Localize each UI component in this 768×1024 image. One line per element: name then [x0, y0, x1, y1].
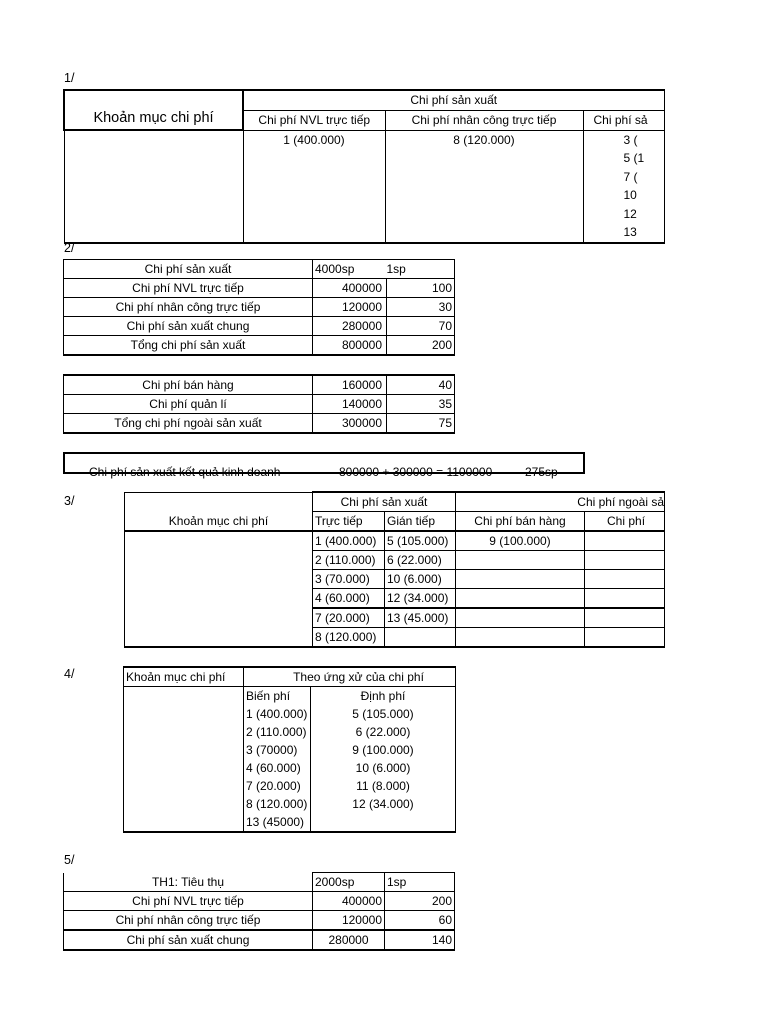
s1-sxc-cell [583, 130, 664, 243]
s4-col-dinh: Định phí [311, 687, 456, 706]
s3-ban-cell [456, 551, 585, 570]
s5-row-unit: 140 [385, 930, 455, 950]
s5-head-label: TH1: Tiêu thụ [64, 873, 313, 892]
s2-t1-row-unit: 100 [387, 279, 455, 298]
s5-head-unit: 1sp [385, 873, 455, 892]
s2-t1-head-qty: 4000sp [313, 260, 387, 279]
s1-sxc-item: 12 [623, 206, 637, 221]
s2-t1-row-label: Chi phí nhân công trực tiếp [64, 298, 313, 317]
s3-truc-cell: 7 (20.000) [313, 608, 385, 628]
s1-sxc-item: 10 [623, 188, 637, 202]
s3-gian-cell: 10 (6.000) [385, 570, 456, 589]
s1-head-khoan: Khoản mục chi phí [64, 90, 243, 130]
s3-ql-cell [585, 551, 665, 570]
s3-gian-cell: 13 (45.000) [385, 608, 456, 628]
s3-truc-cell: 8 (120.000) [313, 628, 385, 648]
s2-kq-unit: 275sp [525, 465, 558, 479]
s4-body-khoan [124, 687, 244, 833]
s2-t2-row-label: Tổng chi phí ngoài sản xuất [64, 414, 313, 434]
section-3-label: 3/ [64, 494, 75, 508]
s5-row-total: 120000 [313, 911, 385, 931]
s1-head-cpsx: Chi phí sản xuất [243, 90, 664, 110]
s5-row-label: Chi phí nhân công trực tiếp [64, 911, 313, 931]
s3-ban-cell [456, 628, 585, 648]
s1-nvl-cell [243, 130, 385, 243]
s2-t1-head-unit: 1sp [387, 260, 455, 279]
s3-col-truc: Trực tiếp [313, 512, 385, 532]
section-5-table [63, 872, 455, 951]
s3-gian-cell: 12 (34.000) [385, 589, 456, 609]
s1-col-nvl: Chi phí NVL trực tiếp [243, 110, 385, 130]
s3-head-cpsx: Chi phí sản xuất [313, 492, 456, 512]
s3-head-khoan: Khoản mục chi phí [125, 492, 313, 531]
s2-t1-row-unit: 30 [387, 298, 455, 317]
s5-row-label: Chi phí sản xuất chung [64, 930, 313, 950]
s2-t2-row-label: Chi phí bán hàng [64, 375, 313, 395]
s3-ql-cell [585, 531, 665, 551]
s3-ql-cell [585, 589, 665, 609]
s4-bien-cell: 3 (70000) [244, 741, 311, 759]
s4-col-bien: Biến phí [244, 687, 311, 706]
s2-kq-label: Chi phí sản xuất kết quả kinh doanh [89, 465, 281, 479]
s4-bien-cell: 1 (400.000) [244, 705, 311, 723]
s4-bien-cell: 7 (20.000) [244, 777, 311, 795]
s2-t1-row-total: 120000 [313, 298, 387, 317]
s4-dinh-cell: 5 (105.000) [311, 705, 456, 723]
section-2-result-row [63, 452, 585, 479]
s4-dinh-cell [311, 813, 456, 832]
s1-nvl-item: 1 (400.000) [283, 132, 345, 147]
s4-bien-cell: 13 (45000) [244, 813, 311, 832]
s2-t2-row-total: 160000 [313, 375, 387, 395]
s3-ban-cell [456, 589, 585, 609]
s2-t2-row-total: 300000 [313, 414, 387, 434]
s3-truc-cell: 2 (110.000) [313, 551, 385, 570]
s1-body-khoan [64, 130, 243, 243]
s4-dinh-cell: 11 (8.000) [311, 777, 456, 795]
s5-row-total: 400000 [313, 892, 385, 911]
s2-t2-row-total: 140000 [313, 395, 387, 414]
s1-sxc-item: 3 ( [623, 132, 638, 147]
s4-dinh-cell: 6 (22.000) [311, 723, 456, 741]
s3-gian-cell: 5 (105.000) [385, 531, 456, 551]
s2-t2-row-unit: 35 [387, 395, 455, 414]
s2-t1-row-label: Chi phí sản xuất chung [64, 317, 313, 336]
s3-col-ban: Chi phí bán hàng [456, 512, 585, 532]
s4-bien-cell: 2 (110.000) [244, 723, 311, 741]
section-2-label: 2/ [64, 241, 75, 255]
s2-t1-row-label: Chi phí NVL trực tiếp [64, 279, 313, 298]
s3-ql-cell [585, 570, 665, 589]
section-4-table [123, 666, 456, 833]
section-2-table-1 [63, 259, 455, 356]
s2-t1-row-label: Tổng chi phí sản xuất [64, 336, 313, 356]
s3-gian-cell [385, 628, 456, 648]
s2-t1-row-unit: 70 [387, 317, 455, 336]
s3-gian-cell: 6 (22.000) [385, 551, 456, 570]
s1-col-nc: Chi phí nhân công trực tiếp [385, 110, 583, 130]
section-4-label: 4/ [64, 667, 75, 681]
s2-t2-row-label: Chi phí quản lí [64, 395, 313, 414]
s3-truc-cell: 4 (60.000) [313, 589, 385, 609]
s5-row-unit: 60 [385, 911, 455, 931]
s2-t1-row-total: 280000 [313, 317, 387, 336]
s2-t1-row-total: 400000 [313, 279, 387, 298]
s5-row-label: Chi phí NVL trực tiếp [64, 892, 313, 911]
s2-t1-row-total: 800000 [313, 336, 387, 356]
s3-truc-cell: 1 (400.000) [313, 531, 385, 551]
s2-t1-row-unit: 200 [387, 336, 455, 356]
s3-body-khoan [125, 531, 313, 647]
s4-head-ung: Theo ứng xử của chi phí [244, 667, 456, 687]
s1-col-sxc: Chi phí sả [583, 110, 664, 130]
s2-kq-formula: 800000 + 300000 = 1100000 [339, 465, 493, 479]
s3-col-gian: Gián tiếp [385, 512, 456, 532]
section-5-label: 5/ [64, 853, 75, 867]
s2-t2-row-unit: 40 [387, 375, 455, 395]
s3-ql-cell [585, 628, 665, 648]
s3-ban-cell [456, 570, 585, 589]
s2-t2-row-unit: 75 [387, 414, 455, 434]
s3-col-ql: Chi phí [585, 512, 665, 532]
s3-ban-cell: 9 (100.000) [456, 531, 585, 551]
s5-row-total: 280000 [313, 930, 385, 950]
s1-nc-cell [385, 130, 583, 243]
section-3-table [124, 491, 665, 648]
s3-head-ngoai: Chi phí ngoài sả [456, 492, 665, 512]
s1-sxc-item: 13 [623, 225, 637, 239]
section-2-table-2 [63, 374, 455, 434]
s2-t1-head-label: Chi phí sản xuất [64, 260, 313, 279]
s3-truc-cell: 3 (70.000) [313, 570, 385, 589]
s3-ql-cell [585, 608, 665, 628]
s5-head-qty: 2000sp [313, 873, 385, 892]
s4-bien-cell: 8 (120.000) [244, 795, 311, 813]
s1-sxc-item: 5 (1 [623, 151, 645, 165]
s1-nc-item: 8 (120.000) [453, 132, 515, 147]
s4-head-khoan: Khoản mục chi phí [124, 667, 244, 687]
s5-row-unit: 200 [385, 892, 455, 911]
s4-dinh-cell: 9 (100.000) [311, 741, 456, 759]
section-1-table [63, 89, 665, 244]
s4-bien-cell: 4 (60.000) [244, 759, 311, 777]
s4-dinh-cell: 10 (6.000) [311, 759, 456, 777]
section-1-label: 1/ [64, 71, 75, 85]
s2-result-cell [64, 453, 584, 479]
s4-dinh-cell: 12 (34.000) [311, 795, 456, 813]
s1-sxc-item: 7 ( [623, 169, 638, 184]
s3-ban-cell [456, 608, 585, 628]
